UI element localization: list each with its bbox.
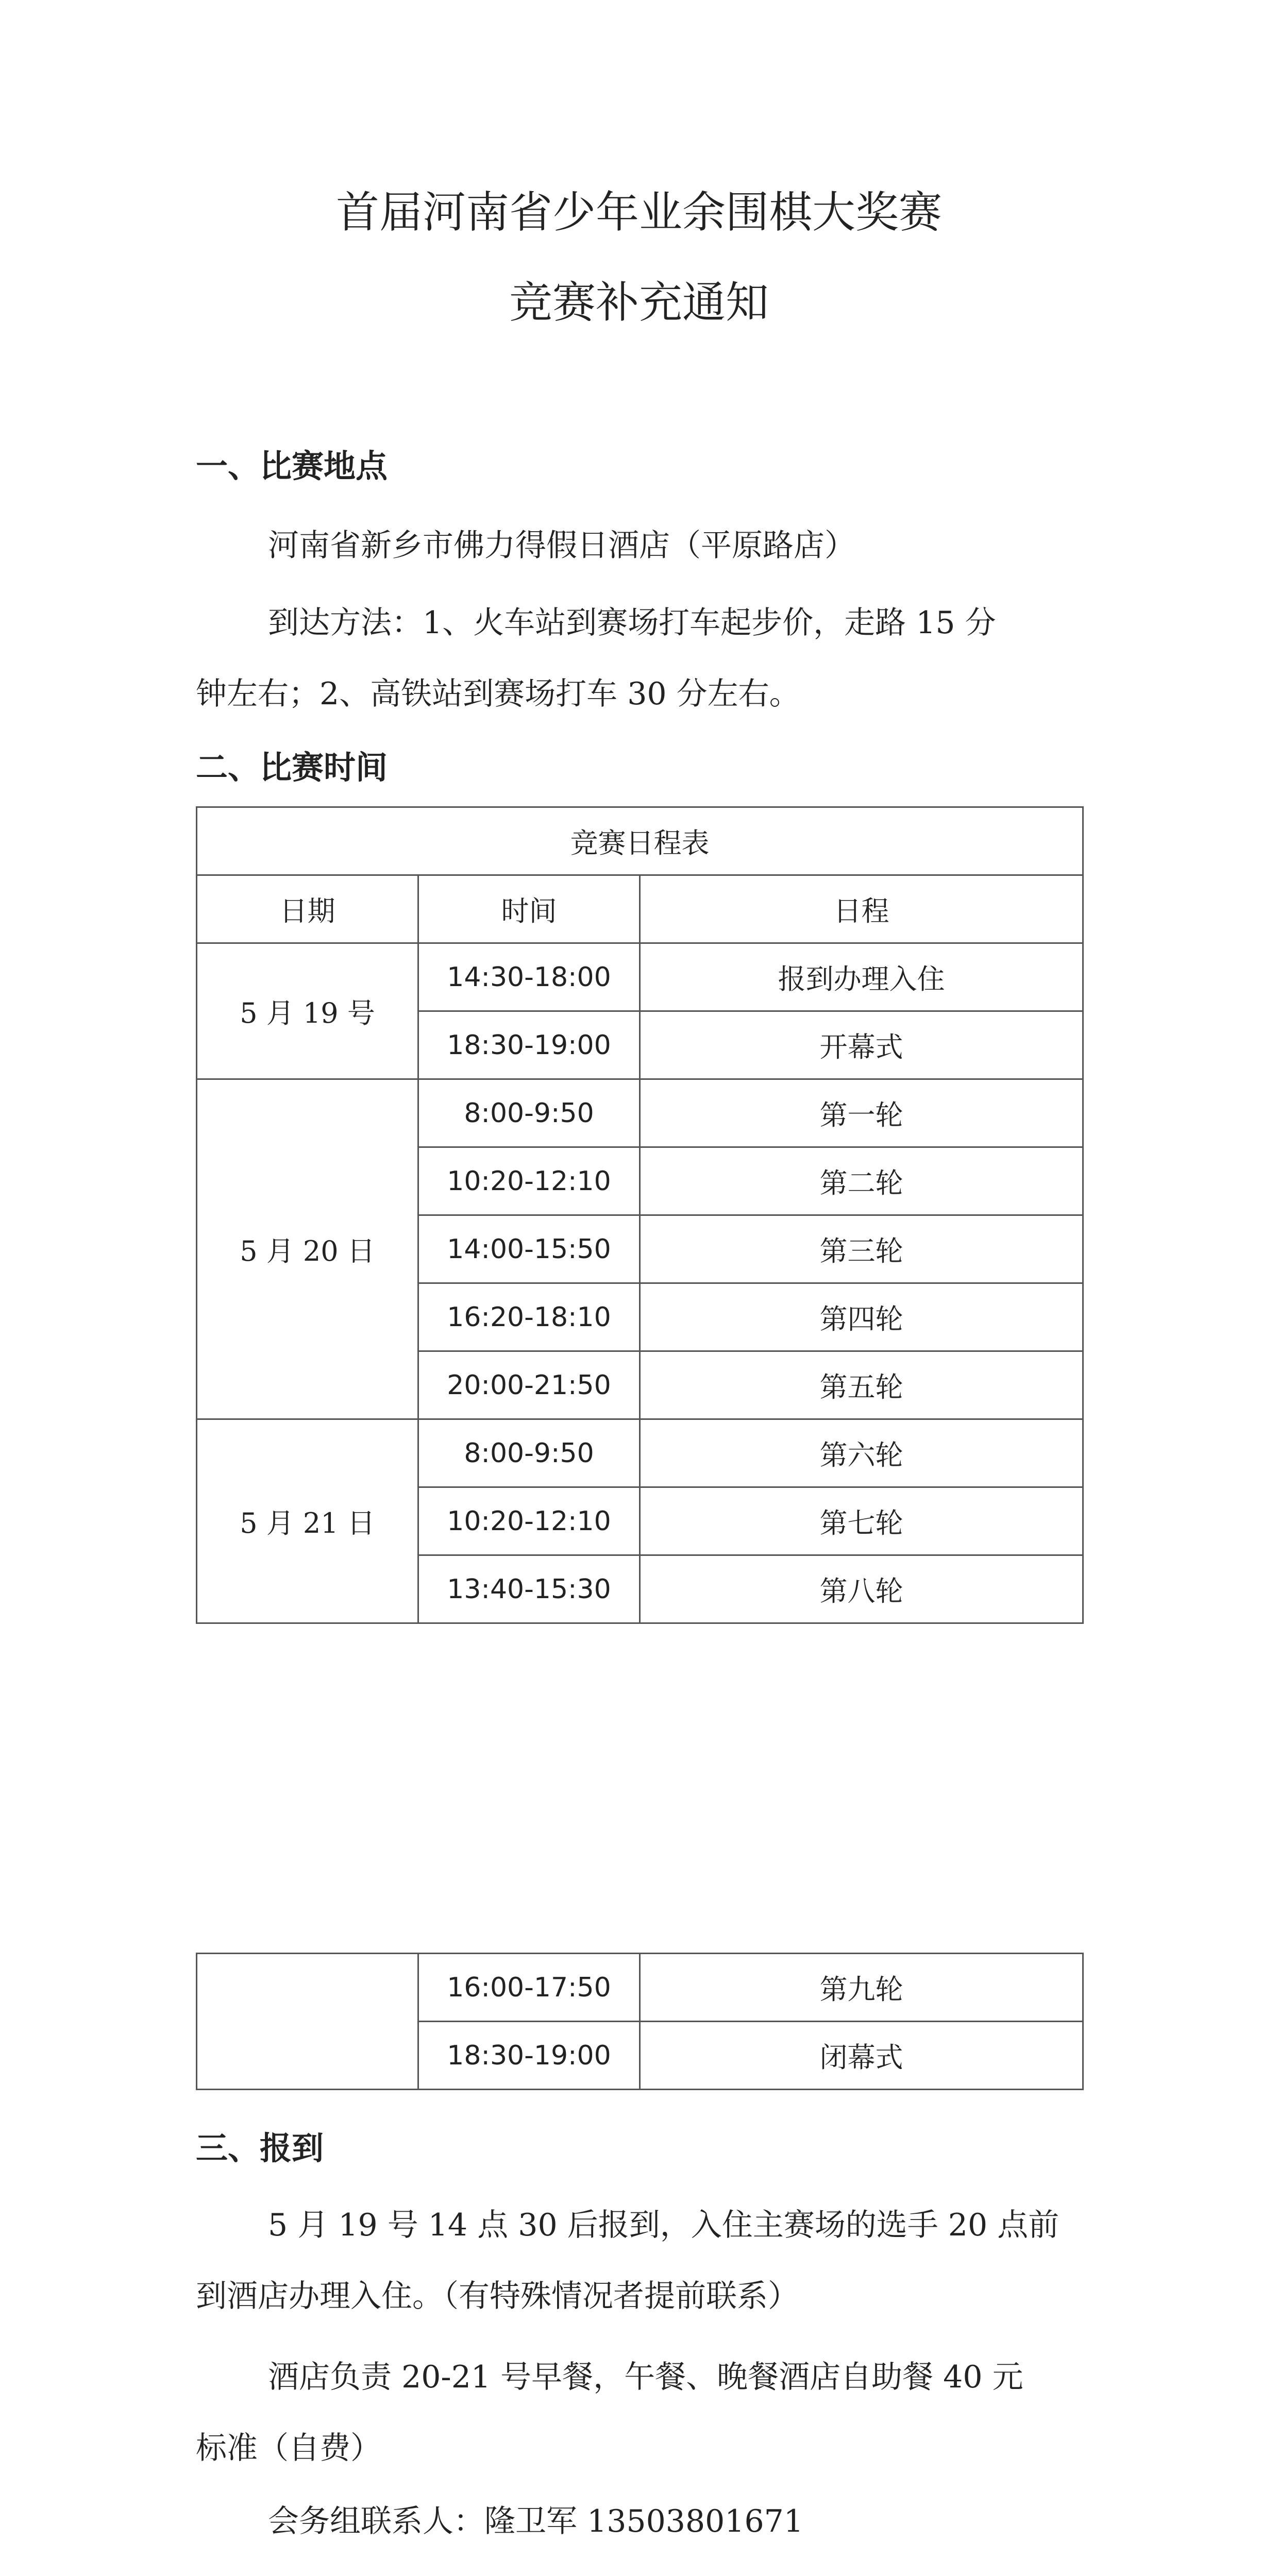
- event-cell: 第六轮: [640, 1419, 1083, 1487]
- venue-text: 河南省新乡市佛力得假日酒店（平原路店）: [268, 528, 855, 564]
- date-cell: 5 月 21 日: [197, 1419, 418, 1623]
- header-date: 日期: [197, 875, 418, 943]
- schedule-table: [196, 806, 1084, 1624]
- time-cell: 14:30-18:00: [418, 943, 640, 1011]
- event-cell: 报到办理入住: [640, 943, 1083, 1011]
- time-cell: 10:20-12:10: [418, 1147, 640, 1215]
- event-cell: 开幕式: [640, 1011, 1083, 1079]
- event-cell: 第五轮: [640, 1351, 1083, 1419]
- time-cell: 8:00-9:50: [418, 1079, 640, 1147]
- venue-paragraph: [196, 510, 1082, 581]
- route-line-2: 钟左右；2、高铁站到赛场打车 30 分左右。: [196, 676, 800, 712]
- route-paragraph: [196, 587, 1082, 730]
- route-line-1: 到达方法：1、火车站到赛场打车起步价，走路 15 分: [268, 605, 996, 641]
- table-row: [197, 943, 1083, 1011]
- header-time: 时间: [418, 875, 640, 943]
- organizer-contact: 会务组联系人：隆卫军 13503801671: [268, 2503, 803, 2539]
- time-cell: 18:30-19:00: [418, 1011, 640, 1079]
- date-cell-empty: [197, 1954, 418, 2090]
- event-cell: 第一轮: [640, 1079, 1083, 1147]
- date-cell: 5 月 19 号: [197, 943, 418, 1079]
- schedule-table-title: 竞赛日程表: [197, 807, 1083, 875]
- meal-line-1: 酒店负责 20-21 号早餐，午餐、晚餐酒店自助餐 40 元: [268, 2359, 1023, 2395]
- table-row: [197, 1954, 1083, 2022]
- page-subtitle: 竞赛补充通知: [509, 277, 769, 328]
- section1-heading: 一、比赛地点: [196, 447, 388, 485]
- event-cell: 第八轮: [640, 1555, 1083, 1623]
- event-cell: 第七轮: [640, 1487, 1083, 1555]
- time-cell: 14:00-15:50: [418, 1215, 640, 1283]
- time-cell: 10:20-12:10: [418, 1487, 640, 1555]
- meal-line-2: 标准（自费）: [196, 2430, 381, 2466]
- table-row: [197, 1419, 1083, 1487]
- time-cell: 16:00-17:50: [418, 1954, 640, 2022]
- meal-paragraph: [196, 2342, 1082, 2484]
- event-cell: 闭幕式: [640, 2022, 1083, 2090]
- checkin-paragraph: [196, 2190, 1082, 2332]
- schedule-table-continued: [196, 1953, 1084, 2090]
- header-schedule: 日程: [640, 875, 1083, 943]
- time-cell: 18:30-19:00: [418, 2022, 640, 2090]
- time-cell: 16:20-18:10: [418, 1283, 640, 1351]
- event-cell: 第四轮: [640, 1283, 1083, 1351]
- event-cell: 第三轮: [640, 1215, 1083, 1283]
- checkin-line-1: 5 月 19 号 14 点 30 后报到，入住主赛场的选手 20 点前: [268, 2207, 1060, 2243]
- section2-heading: 二、比赛时间: [196, 749, 388, 786]
- time-cell: 13:40-15:30: [418, 1555, 640, 1623]
- event-cell: 第九轮: [640, 1954, 1083, 2022]
- time-cell: 8:00-9:50: [418, 1419, 640, 1487]
- table-row: [197, 1079, 1083, 1147]
- checkin-line-2: 到酒店办理入住。（有特殊情况者提前联系）: [196, 2278, 799, 2314]
- event-cell: 第二轮: [640, 1147, 1083, 1215]
- time-cell: 20:00-21:50: [418, 1351, 640, 1419]
- organizer-paragraph: [196, 2486, 1082, 2557]
- date-cell: 5 月 20 日: [197, 1079, 418, 1419]
- section3-heading: 三、报到: [196, 2129, 324, 2167]
- page-title: 首届河南省少年业余围棋大奖赛: [335, 187, 942, 238]
